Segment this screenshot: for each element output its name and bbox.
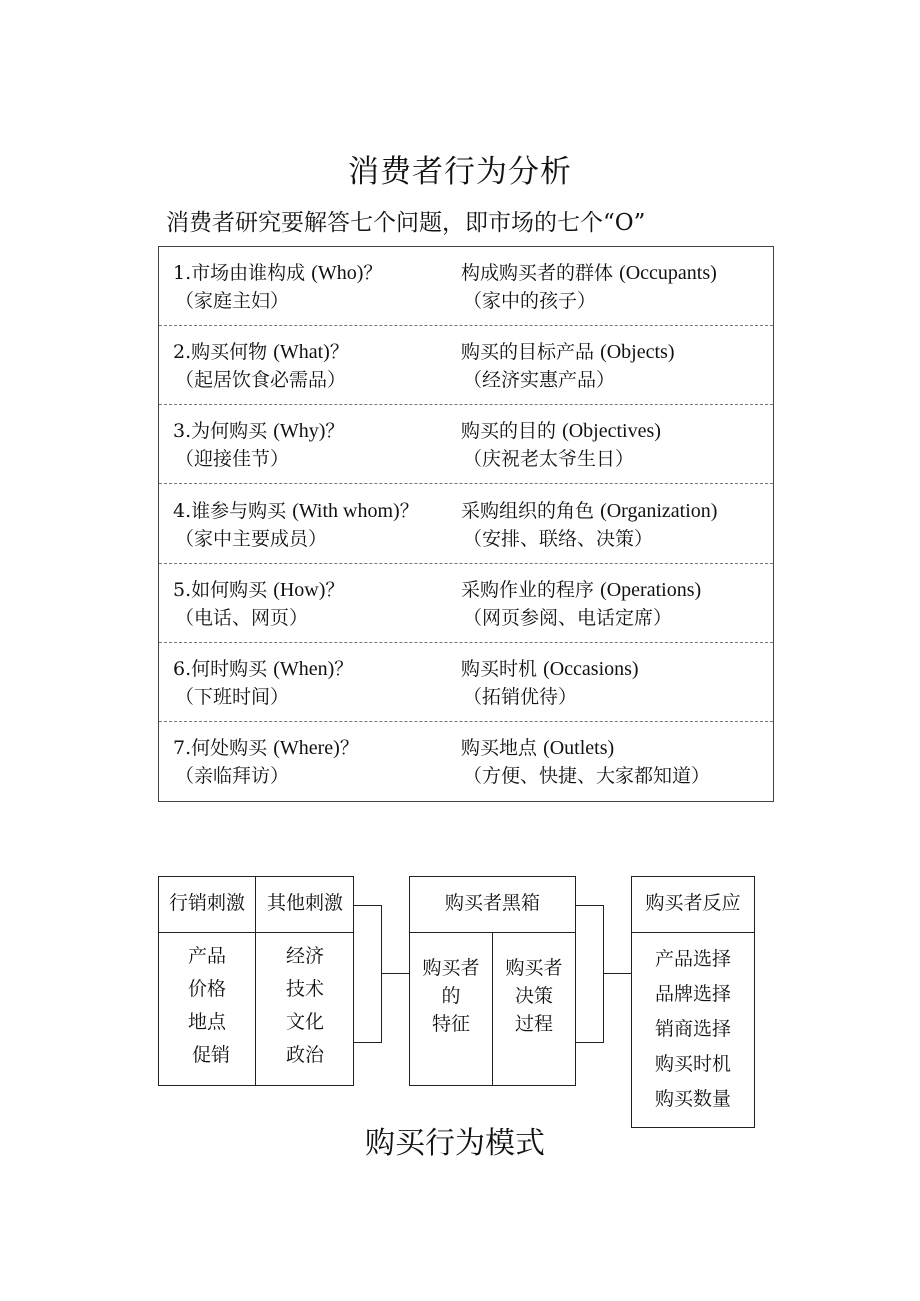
question-text: 5.如何购买	[173, 578, 268, 601]
answer-en: (Organization)	[600, 499, 718, 522]
question-note: （家庭主妇）	[175, 290, 290, 312]
table-row	[159, 326, 773, 405]
buyer-traits	[409, 954, 493, 1038]
blackbox-header: 购买者黑箱	[444, 892, 540, 914]
connector-line	[576, 905, 604, 906]
question-note: （起居饮食必需品）	[175, 369, 347, 392]
list-item: 技术	[285, 978, 324, 1000]
answer-text: 采购组织的角色	[461, 499, 595, 522]
list-item: 经济	[285, 945, 324, 967]
question-note: （亲临拜访）	[175, 765, 290, 788]
question-note: （下班时间）	[175, 686, 290, 708]
question-note: （电话、网页）	[175, 606, 309, 629]
question-mark: ？	[329, 341, 349, 364]
question-note: （家中主要成员）	[175, 527, 328, 550]
connector-line	[354, 905, 382, 906]
list-item: 促销	[191, 1044, 230, 1066]
answer-text: 购买时机	[461, 658, 538, 680]
list-item: 决策	[514, 985, 553, 1007]
answer-text: 购买的目的	[461, 420, 557, 443]
table-row	[159, 643, 773, 722]
table-row	[159, 485, 773, 564]
seven-o-table	[158, 246, 774, 802]
question-text: 4.谁参与购买	[173, 499, 287, 522]
list-item: 政治	[285, 1044, 324, 1066]
question-mark: ？	[399, 499, 419, 522]
question-cell	[173, 734, 359, 790]
question-en: (When)	[273, 658, 335, 680]
question-cell	[173, 417, 344, 473]
question-mark: ？	[339, 737, 359, 760]
question-cell	[173, 576, 344, 632]
answer-en: (Outlets)	[543, 737, 615, 760]
question-mark: ？	[325, 420, 345, 443]
answer-cell	[461, 417, 661, 473]
connector-line	[603, 973, 631, 974]
list-item: 购买数量	[654, 1088, 731, 1110]
answer-cell	[461, 576, 701, 632]
question-text: 6.何时购买	[173, 658, 268, 680]
answer-cell	[461, 259, 717, 315]
diagram-caption: 购买行为模式	[365, 1126, 545, 1161]
question-text: 2.购买何物	[173, 341, 268, 364]
connector-line	[381, 973, 409, 974]
answer-text: 购买地点	[461, 737, 538, 760]
list-item: 过程	[514, 1013, 553, 1035]
question-cell	[173, 338, 349, 394]
answer-en: (Operations)	[600, 578, 702, 601]
question-en: (Who)	[311, 262, 364, 284]
answer-text: 购买的目标产品	[461, 341, 595, 364]
answer-cell	[461, 655, 639, 711]
list-item: 文化	[285, 1011, 324, 1033]
connector-line	[381, 905, 382, 1043]
list-item: 地点	[187, 1011, 226, 1033]
connector-line	[576, 1042, 604, 1043]
question-text: 3.为何购买	[173, 420, 268, 443]
list-item: 特征	[431, 1013, 470, 1035]
stimuli-header-line	[158, 932, 354, 933]
answer-note: （安排、联络、决策）	[463, 527, 654, 550]
list-item: 的	[441, 985, 461, 1007]
answer-text: 采购作业的程序	[461, 578, 595, 601]
answer-note: （经济实惠产品）	[463, 369, 616, 392]
table-row	[159, 564, 773, 643]
question-en: (Why)	[273, 420, 326, 443]
question-cell	[173, 259, 382, 315]
answer-cell	[461, 734, 710, 790]
answer-note: （方便、快捷、大家都知道）	[463, 765, 711, 788]
answer-text: 构成购买者的群体	[461, 262, 614, 284]
list-item: 品牌选择	[654, 983, 731, 1005]
table-row	[159, 405, 773, 484]
list-item: 价格	[187, 978, 226, 1000]
question-cell	[173, 655, 353, 711]
connector-line	[603, 905, 604, 1043]
list-item: 销商选择	[654, 1018, 731, 1040]
answer-note: （庆祝老太爷生日）	[463, 448, 635, 471]
question-cell	[173, 497, 419, 553]
response-header-line	[631, 932, 755, 933]
answer-note: （网页参阅、电话定席）	[463, 606, 673, 629]
answer-note: （拓销优待）	[463, 686, 578, 708]
question-note: （迎接佳节）	[175, 448, 290, 471]
list-item: 产品	[187, 945, 226, 967]
answer-cell	[461, 338, 674, 394]
question-en: (With whom)	[292, 499, 400, 522]
question-en: (What)	[273, 341, 330, 364]
answer-en: (Occupants)	[619, 262, 717, 284]
answer-en: (Objectives)	[562, 420, 661, 443]
list-item: 购买时机	[654, 1053, 731, 1075]
list-item: 购买者	[505, 957, 563, 979]
question-mark: ？	[363, 262, 383, 284]
response-header: 购买者反应	[645, 892, 741, 914]
page-title: 消费者行为分析	[348, 154, 572, 190]
marketing-stimuli-list	[158, 940, 256, 1072]
page-subtitle: 消费者研究要解答七个问题，即市场的七个“O”	[166, 210, 646, 236]
question-text: 7.何处购买	[173, 737, 268, 760]
table-row	[159, 247, 773, 326]
list-item: 购买者	[422, 957, 480, 979]
connector-line	[354, 1042, 382, 1043]
answer-en: (Objects)	[600, 341, 675, 364]
other-stimuli-header: 其他刺激	[266, 892, 343, 914]
table-row	[159, 722, 773, 801]
question-en: (Where)	[273, 737, 340, 760]
marketing-stimuli-header: 行销刺激	[168, 892, 245, 914]
other-stimuli-list	[256, 940, 354, 1072]
buyer-decision-process	[492, 954, 576, 1038]
question-text: 1.市场由谁构成	[173, 262, 306, 284]
question-mark: ？	[334, 658, 354, 680]
answer-en: (Occasions)	[543, 658, 639, 680]
question-mark: ？	[325, 578, 345, 601]
answer-cell	[461, 497, 717, 553]
response-list	[631, 942, 755, 1117]
question-en: (How)	[273, 578, 326, 601]
answer-note: （家中的孩子）	[463, 290, 597, 312]
list-item: 产品选择	[654, 948, 731, 970]
